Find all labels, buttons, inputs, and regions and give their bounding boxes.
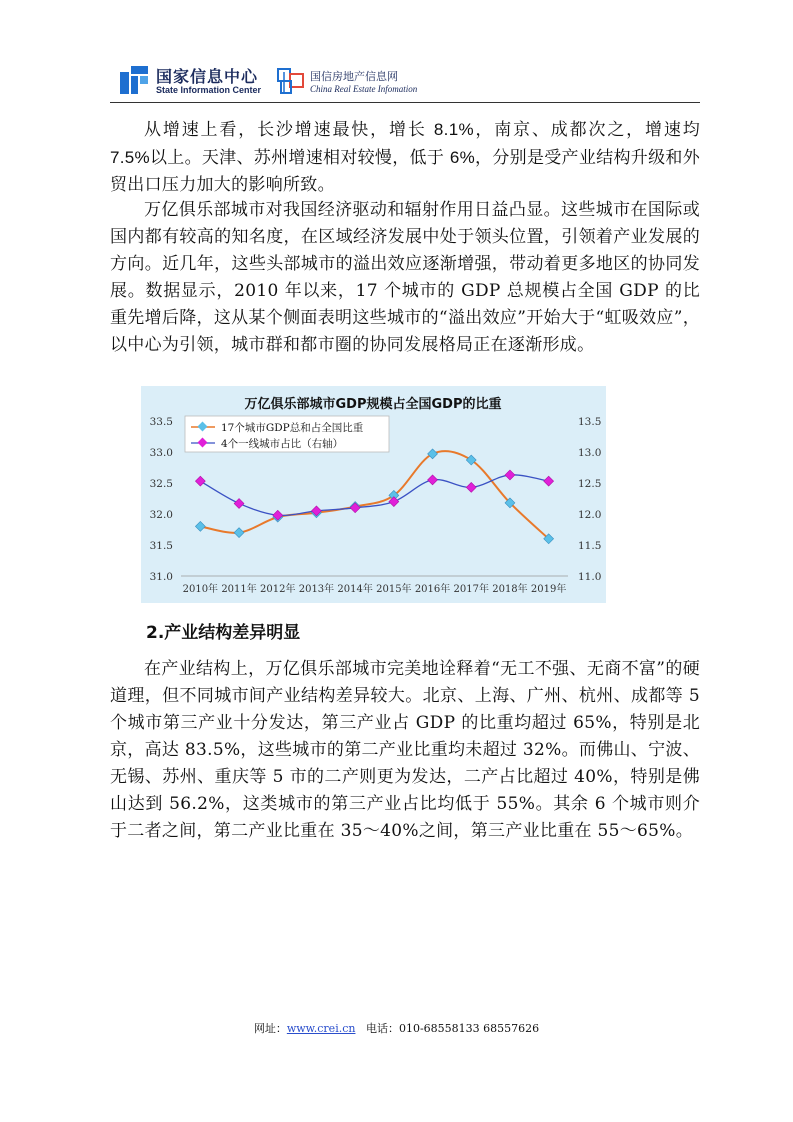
x-axis-tick-label: 2015年: [376, 584, 412, 595]
footer-site-link[interactable]: www.crei.cn: [286, 1022, 356, 1035]
left-axis-tick-label: 31.0: [149, 571, 173, 583]
paragraph-spillover: 万亿俱乐部城市对我国经济驱动和辐射作用日益凸显。这些城市在国际或国内都有较高的知名度，在区域经济发展中处于领头位置，引领着产业发展的方向。近几年，这些头部城市的溢出效应逐渐增强，带动着更多地区的协同发展。数据显示，2010 年以来，17 个城市的 GDP 总规模占全国 GDP 的比重先增后降，这从某个侧面表明这些城市的“溢出效应”开始大于“虹吸效应”，以中心为引领，城市群和都市圈的协同发展格局正在逐渐形成。: [110, 200, 700, 355]
sic-name-en: State Information Center: [156, 85, 262, 95]
chart-legend: [185, 416, 389, 452]
chart-title: 万亿俱乐部城市GDP规模占全国GDP的比重: [244, 397, 502, 412]
footer-phone: 010-68558133 68557626: [398, 1022, 540, 1035]
x-axis-tick-label: 2018年: [492, 584, 528, 595]
sic-name-cn: 国家信息中心: [156, 67, 259, 86]
right-axis-tick-label: 13.0: [578, 447, 602, 459]
x-axis-tick-label: 2011年: [221, 584, 257, 595]
crei-name-en: China Real Estate Infomation: [310, 84, 418, 94]
x-axis-tick-label: 2019年: [530, 584, 567, 595]
page-footer: [0, 1020, 793, 1036]
footer-phone-label: 电话：: [365, 1022, 399, 1035]
legend-label-series-2: 4个一线城市占比（右轴）: [221, 438, 344, 450]
left-axis-tick-label: 33.0: [149, 447, 173, 459]
paragraph-industry-structure: 在产业结构上，万亿俱乐部城市完美地诠释着“无工不强、无商不富”的硬道理，但不同城市间产业结构差异较大。北京、上海、广州、杭州、成都等 5 个城市第三产业十分发达，第三产业占 GDP 的比重均超过 65%，特别是北京，高达 83.5%，这些城市的第二产业比重均未超过 32%。而佛山、宁波、无锡、苏州、重庆等 5 市的二产则更为发达，二产占比超过 40%，特别是佛山达到 56.2%，这类城市的第三产业占比均低于 55%。其余 6 个城市则介于二者之间，第二产业比重在 35～40%之间，第三产业比重在 55～65%。: [110, 659, 700, 841]
x-axis-tick-label: 2017年: [453, 584, 489, 595]
left-axis-tick-label: 32.0: [149, 509, 173, 521]
right-axis-tick-label: 11.5: [578, 540, 602, 552]
footer-site-label: 网址：: [253, 1022, 287, 1035]
left-axis-tick-label: 33.5: [149, 416, 173, 428]
right-axis-tick-label: 12.0: [578, 509, 602, 521]
x-axis-tick-label: 2016年: [414, 584, 451, 595]
legend-label-series-1: 17个城市GDP总和占全国比重: [221, 422, 364, 434]
left-axis-tick-label: 31.5: [149, 540, 173, 552]
right-axis-tick-label: 12.5: [578, 478, 602, 490]
state-information-center-logo: [118, 64, 150, 96]
crei-logo: [276, 66, 306, 96]
chart-canvas: [141, 386, 606, 603]
right-axis-tick-label: 11.0: [578, 571, 602, 583]
section-title: 2.产业结构差异明显: [146, 623, 301, 643]
header-divider: [110, 102, 700, 103]
x-axis-tick-label: 2012年: [260, 584, 296, 595]
page-header: [110, 62, 700, 102]
paragraph-growth: 从增速上看，长沙增速最快，增长 8.1%，南京、成都次之，增速均 7.5%以上。天津、苏州增速相对较慢，低于 6%，分别是受产业结构升级和外贸出口压力加大的影响所致。: [110, 120, 701, 195]
x-axis-tick-label: 2013年: [298, 584, 335, 595]
right-axis-tick-label: 13.5: [578, 416, 602, 428]
gdp-share-chart: [141, 386, 606, 603]
x-axis-tick-label: 2010年: [182, 584, 219, 595]
left-axis-tick-label: 32.5: [149, 478, 173, 490]
x-axis-tick-label: 2014年: [337, 584, 373, 595]
crei-name-cn: 国信房地产信息网: [310, 70, 398, 83]
